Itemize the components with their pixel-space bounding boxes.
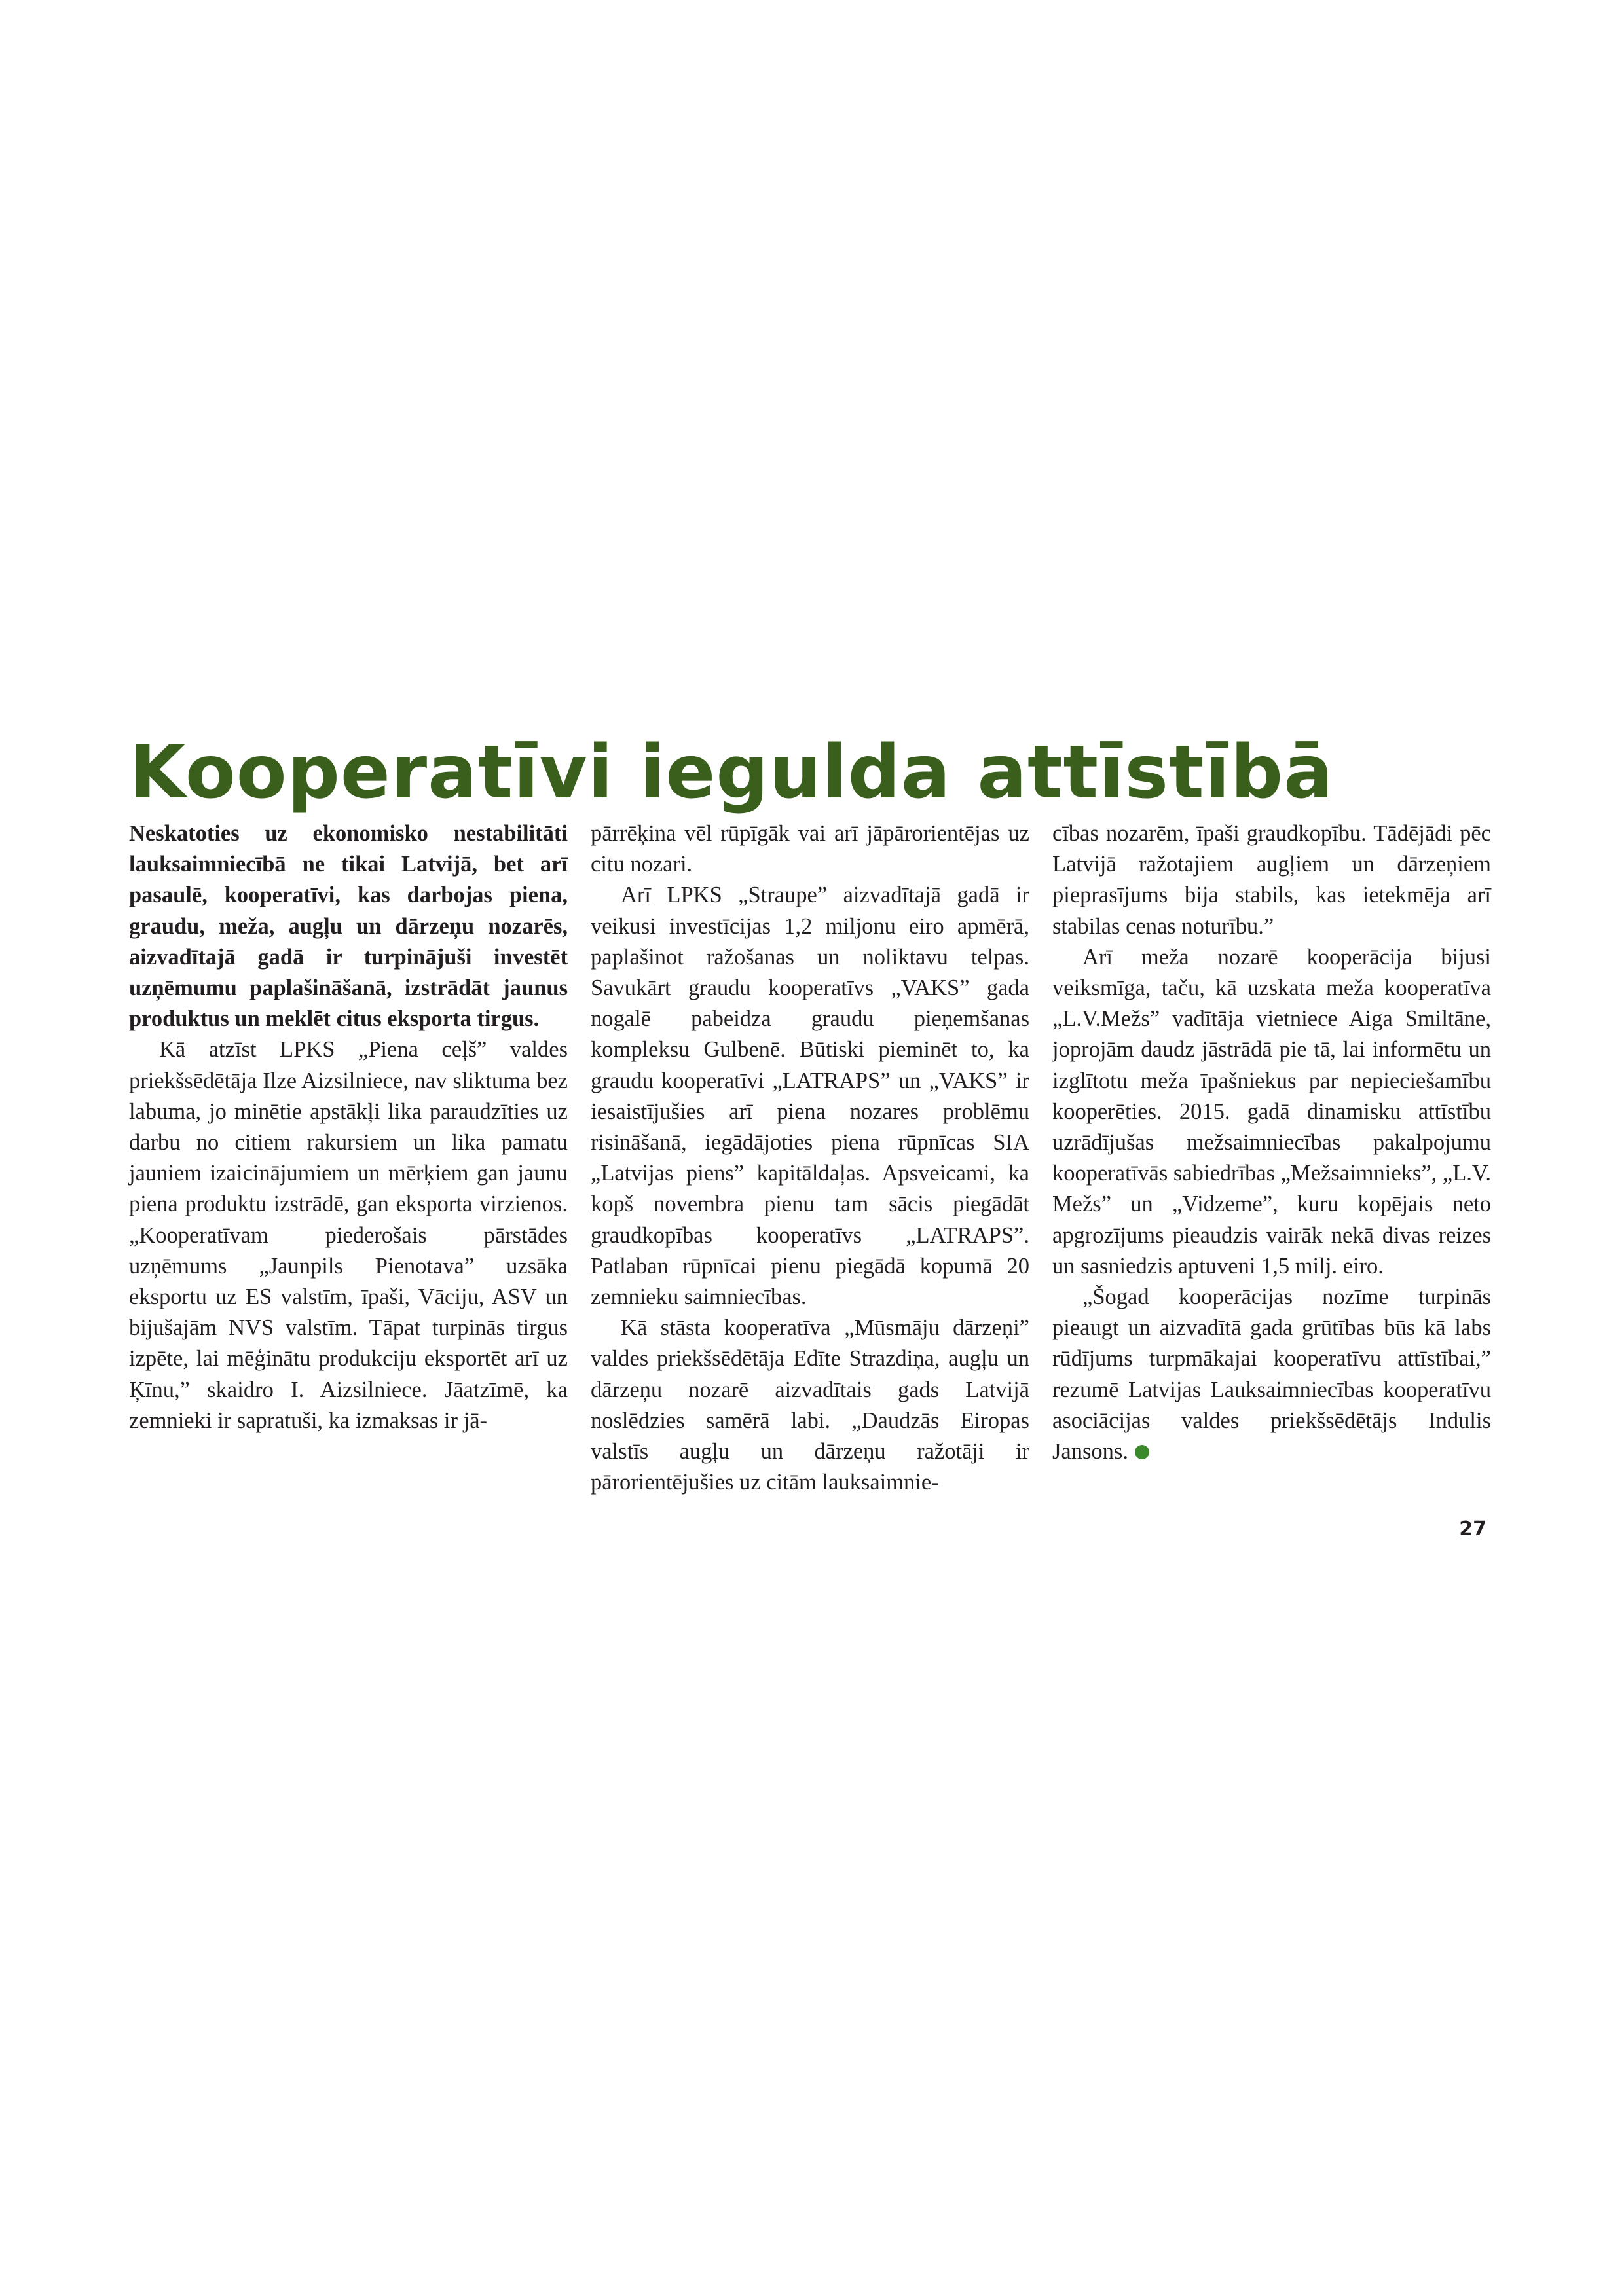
article-column-3 [1052,818,1491,1467]
body-paragraph: Kā atzīst LPKS „Piena ceļš” valdes priekšsēdētāja Ilze Aizsilniece, nav sliktuma bez labuma, jo minētie apstākļi lika paraudzīties uz darbu no citiem rakursiem un lika pamatu jauniem izaicinājumiem un mērķiem gan jaunu piena produktu izstrādē, gan eksporta virzienos. „Kooperatīvam piederošais pārstādes uzņēmums „Jaunpils Pienotava” uzsāka eksportu uz ES valstīm, īpaši, Vāciju, ASV un bijušajām NVS valstīm. Tāpat turpinās tirgus izpēte, lai mēģinātu produkciju eksportēt arī uz Ķīnu,” skaidro I. Aizsilniece. Jāatzīmē, ka zemnieki ir sapratuši, ka izmaksas ir jā- [129,1037,568,1433]
body-paragraph-continued: pārrēķina vēl rūpīgāk vai arī jāpārorientējas uz citu nozari. [591,821,1029,877]
article-column-2 [591,818,1029,1498]
article-headline: Kooperatīvi iegulda attīstībā [129,730,1334,815]
green-dot-icon [1135,1445,1149,1459]
lead-paragraph: Neskatoties uz ekonomisko nestabilitāti lauksaimniecībā ne tikai Latvijā, bet arī pasaulē, kooperatīvi, kas darbojas piena, graudu, meža, augļu un dārzeņu nozarēs, aizvadītajā gadā ir turpinājuši investēt uzņēmumu paplašināšanā, izstrādāt jaunus produktus un meklēt citus eksporta tirgus. [129,821,568,1032]
body-paragraph-continued: cības nozarēm, īpaši graudkopību. Tādējādi pēc Latvijā ražotajiem augļiem un dārzeņiem pieprasījums bija stabils, kas ietekmēja arī stabilas cenas noturību.” [1052,821,1491,939]
article-column-1 [129,818,568,1436]
closing-paragraph [1052,1282,1491,1467]
closing-paragraph-text: „Šogad kooperācijas nozīme turpinās pieaugt un aizvadītā gada grūtības būs kā labs rūdījums turpmākajai kooperatīvu attīstībai,” rezumē Latvijas Lauksaimniecības kooperatīvu asociācijas valdes priekšsēdētājs Indulis Jansons. [1052,1285,1491,1465]
page-number: 27 [1459,1518,1486,1540]
body-paragraph: Kā stāsta kooperatīva „Mūsmāju dārzeņi” valdes priekšsēdētāja Edīte Strazdiņa, augļu un dārzeņu nozarē aizvadītais gads Latvijā noslēdzies samērā labi. „Daudzās Eiropas valstīs augļu un dārzeņu ražotāji ir pārorientējušies uz citām lauksaimnie- [591,1315,1029,1495]
body-paragraph: Arī meža nozarē kooperācija bijusi veiksmīga, taču, kā uzskata meža kooperatīva „L.V.Mežs” vadītāja vietniece Aiga Smiltāne, joprojām daudz jāstrādā pie tā, lai informētu un izglītotu meža īpašniekus par nepieciešamību kooperēties. 2015. gadā dinamisku attīstību uzrādījušas mežsaimniecības pakalpojumu kooperatīvās sabiedrības „Mežsaimnieks”, „L.V. Mežs” un „Vidzeme”, kuru kopējais neto apgrozījums pieaudzis vairāk nekā divas reizes un sasniedzis aptuveni 1,5 milj. eiro. [1052,944,1491,1279]
body-paragraph: Arī LPKS „Straupe” aizvadītajā gadā ir veikusi investīcijas 1,2 miljonu eiro apmērā, paplašinot ražošanas un noliktavu telpas. Savukārt graudu kooperatīvs „VAKS” gada nogalē pabeidza graudu pieņemšanas kompleksu Gulbenē. Būtiski pieminēt to, ka graudu kooperatīvi „LATRAPS” un „VAKS” ir iesaistījušies arī piena nozares problēmu risināšanā, iegādājoties piena rūpnīcas SIA „Latvijas piens” kapitāldaļas. Apsveicami, ka kopš novembra pienu tam sācis piegādāt graudkopības kooperatīvs „LATRAPS”. Patlaban rūpnīcai pienu piegādā kopumā 20 zemnieku saimniecības. [591,883,1029,1310]
